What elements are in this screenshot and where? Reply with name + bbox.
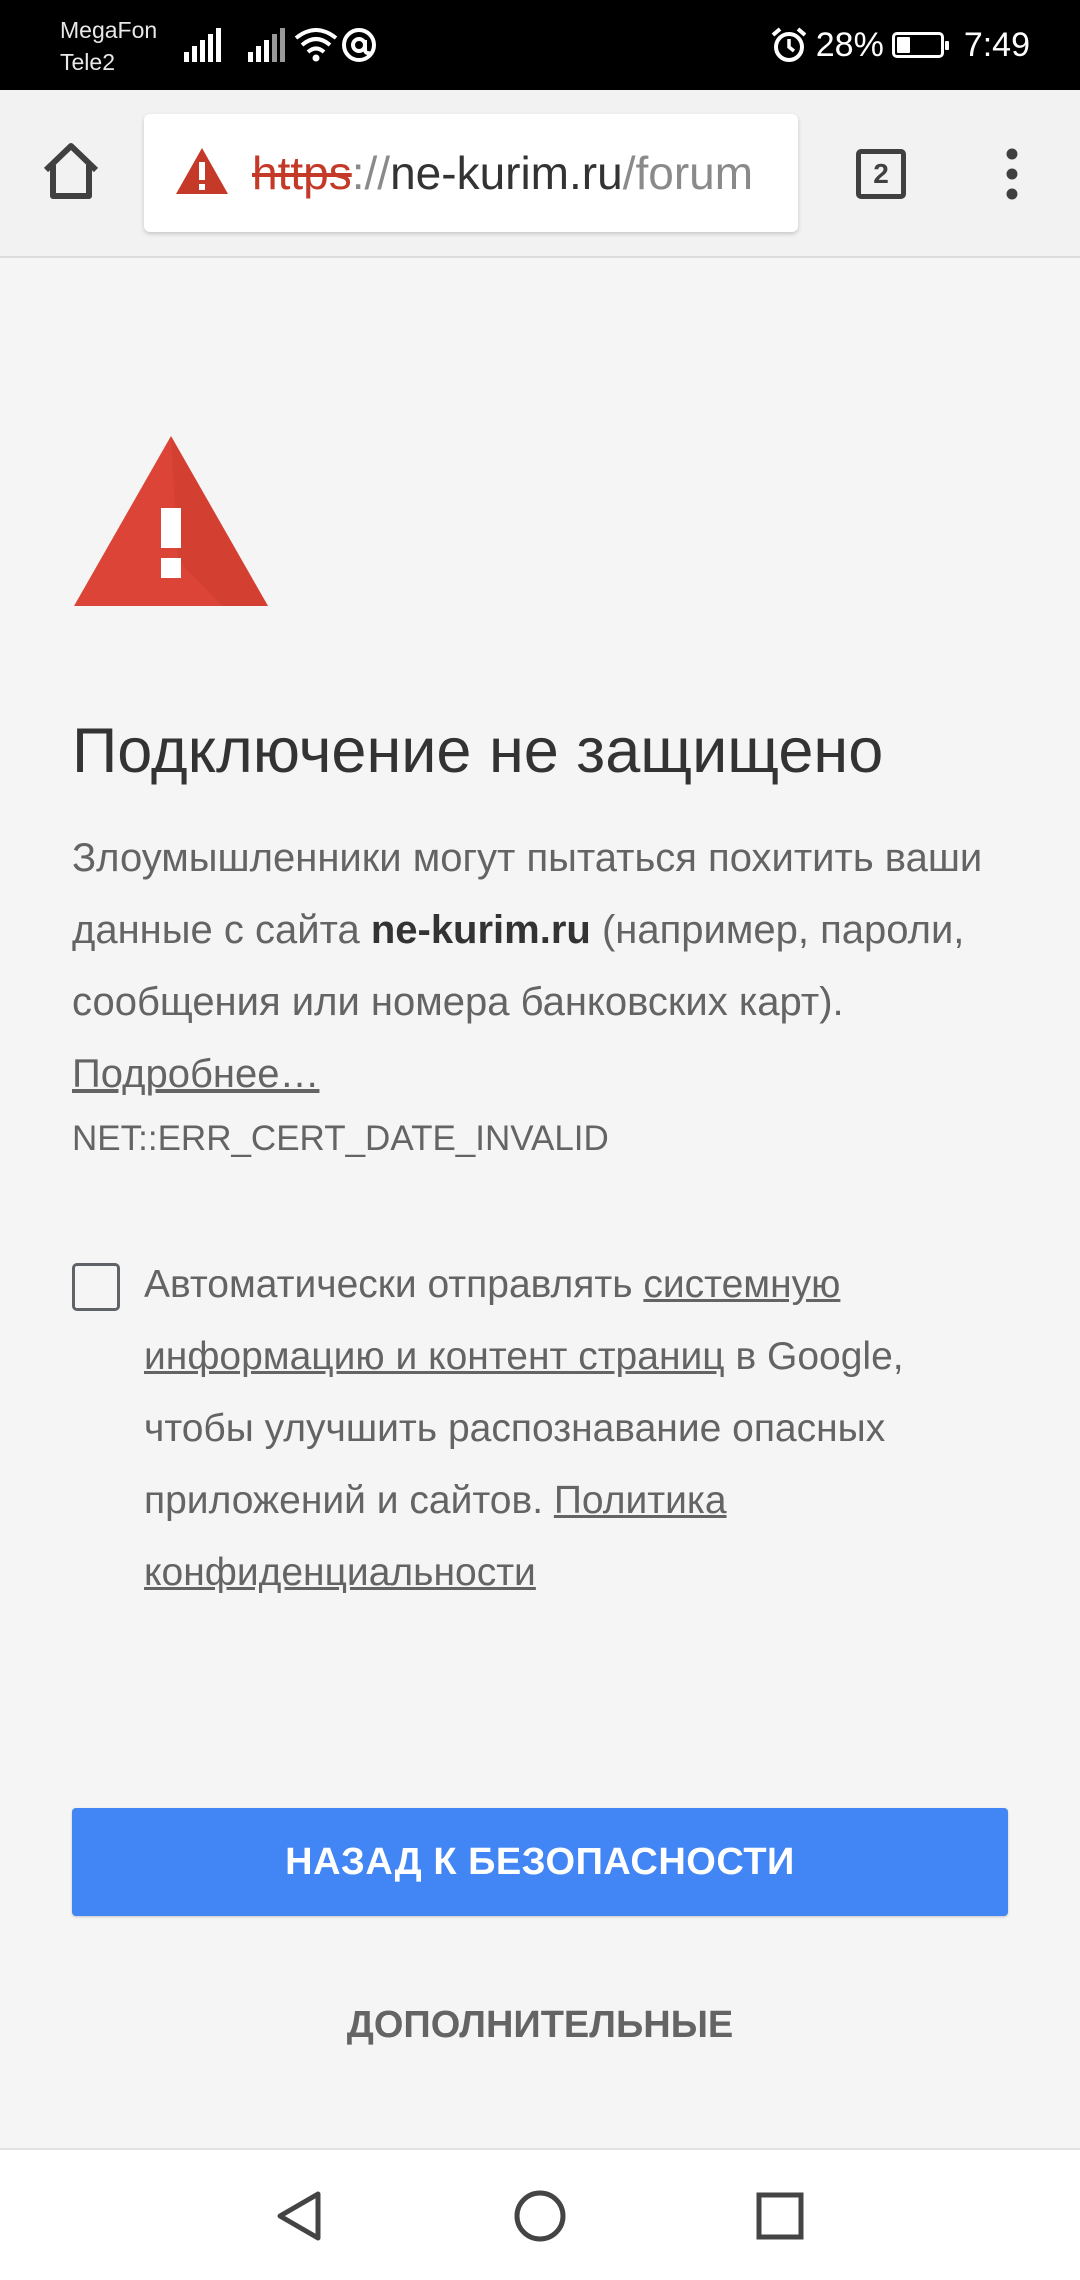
home-circle-icon <box>508 2184 572 2248</box>
url-text <box>252 145 753 201</box>
privacy-policy-link[interactable]: Политика конфиденциальности <box>144 1479 727 1594</box>
nav-back-button[interactable] <box>268 2184 332 2248</box>
optin-text-1: Автоматически отправлять <box>144 1263 644 1306</box>
battery-icon <box>892 32 944 58</box>
signal-icon <box>184 28 222 62</box>
battery-fill <box>897 37 910 53</box>
alarm-icon <box>770 26 808 64</box>
desc-host: ne-kurim.ru <box>370 908 591 952</box>
back-icon <box>268 2184 332 2248</box>
desc-text-1: Злоумышленники могут пытаться похитить ваши данные с сайта <box>72 836 983 952</box>
warning-icon[interactable] <box>174 146 230 196</box>
report-optin-text <box>144 1249 1024 1609</box>
error-code: NET::ERR_CERT_DATE_INVALID <box>72 1119 609 1158</box>
warning-icon <box>72 434 270 608</box>
home-icon <box>38 138 104 204</box>
clock: 7:49 <box>963 25 1030 64</box>
nav-home-button[interactable] <box>508 2184 572 2248</box>
tab-count: 2 <box>873 158 889 189</box>
home-button[interactable] <box>38 138 104 204</box>
report-optin-checkbox[interactable] <box>72 1263 120 1311</box>
advanced-button[interactable]: ДОПОЛНИТЕЛЬНЫЕ <box>280 1990 800 2060</box>
recents-icon <box>748 2184 812 2248</box>
at-icon <box>340 26 378 64</box>
desc-text-2: (например, пароли, сообщения или номера банковских карт). <box>72 908 965 1024</box>
url-host: ne-kurim.ru <box>390 147 623 199</box>
signal-icon <box>248 28 286 62</box>
carrier-1: MegaFon <box>60 17 158 43</box>
url-scheme: https <box>252 147 352 199</box>
error-description <box>72 822 1032 1110</box>
url-path: /forum <box>622 147 754 199</box>
page-title: Подключение не защищено <box>72 716 884 786</box>
carrier-names <box>60 14 157 78</box>
url-bar[interactable] <box>144 114 798 232</box>
battery-percent: 28% <box>815 25 884 64</box>
status-right-group <box>770 22 1030 68</box>
system-info-link[interactable]: системную информацию и контент страниц <box>144 1263 841 1378</box>
nav-recents-button[interactable] <box>748 2184 812 2248</box>
learn-more-link[interactable]: Подробнее… <box>72 1052 320 1096</box>
system-nav-bar <box>0 2148 1080 2280</box>
menu-button[interactable] <box>992 144 1032 204</box>
tab-switcher-button[interactable] <box>856 149 906 199</box>
browser-toolbar <box>0 90 1080 258</box>
back-to-safety-button[interactable]: НАЗАД К БЕЗОПАСНОСТИ <box>72 1808 1008 1916</box>
wifi-icon <box>294 26 338 62</box>
optin-text-2: в Google, чтобы улучшить распознавание опасных приложений и сайтов. <box>144 1335 904 1522</box>
carrier-2: Tele2 <box>60 49 115 75</box>
more-vert-icon <box>992 144 1032 204</box>
status-bar <box>0 0 1080 90</box>
url-separator: :// <box>351 147 391 199</box>
